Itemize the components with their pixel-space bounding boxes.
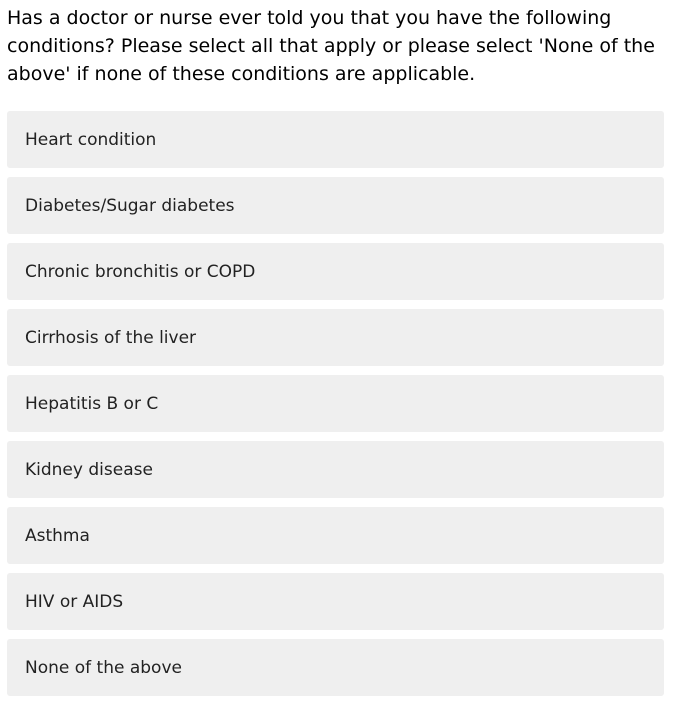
option-none-of-the-above[interactable] — [7, 639, 664, 696]
option-heart-condition[interactable] — [7, 111, 664, 168]
option-cirrhosis[interactable] — [7, 309, 664, 366]
option-chronic-bronchitis-copd[interactable] — [7, 243, 664, 300]
option-label: Diabetes/Sugar diabetes — [25, 195, 235, 216]
option-label: Heart condition — [25, 129, 157, 150]
option-label: Kidney disease — [25, 459, 153, 480]
option-hepatitis[interactable] — [7, 375, 664, 432]
option-label: HIV or AIDS — [25, 591, 124, 612]
option-diabetes[interactable] — [7, 177, 664, 234]
option-label: None of the above — [25, 657, 182, 678]
option-list — [7, 111, 664, 705]
option-label: Chronic bronchitis or COPD — [25, 261, 256, 282]
option-label: Asthma — [25, 525, 90, 546]
option-label: Cirrhosis of the liver — [25, 327, 197, 348]
question-text: Has a doctor or nurse ever told you that you have the following conditions? Please select all that apply or please select 'None of the above' if none of these conditions are applicable. — [7, 7, 655, 85]
option-hiv-aids[interactable] — [7, 573, 664, 630]
option-asthma[interactable] — [7, 507, 664, 564]
option-kidney-disease[interactable] — [7, 441, 664, 498]
option-label: Hepatitis B or C — [25, 393, 159, 414]
